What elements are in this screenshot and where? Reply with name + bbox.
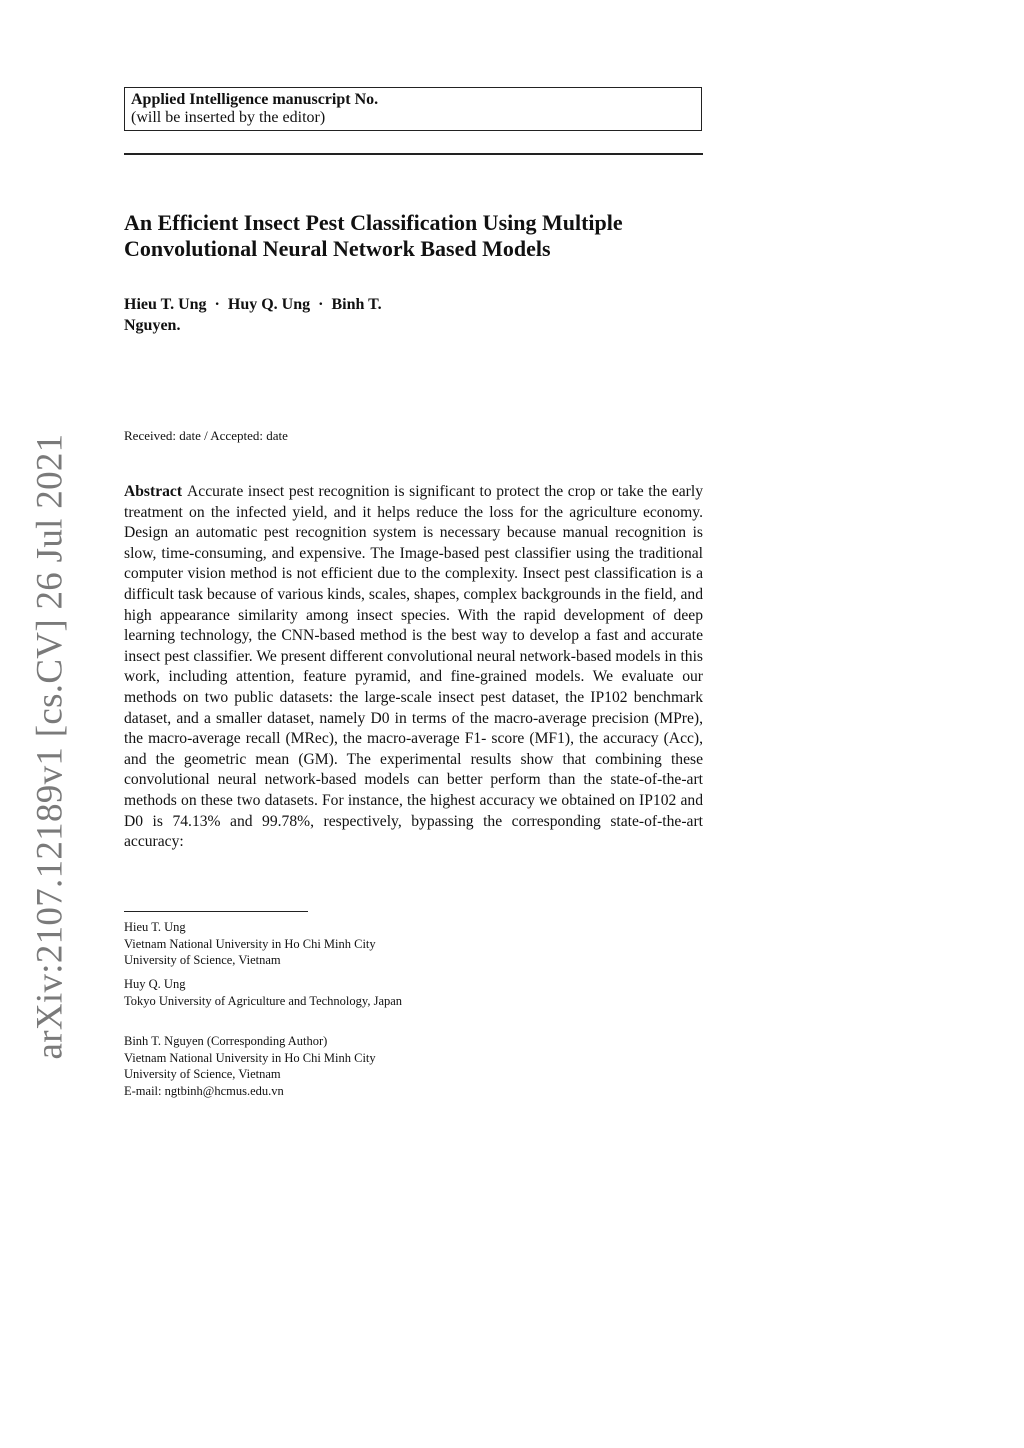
- arxiv-identifier-stamp: arXiv:2107.12189v1 [cs.CV] 26 Jul 2021: [29, 433, 71, 1060]
- affiliation-line: Vietnam National University in Ho Chi Minh City: [124, 1050, 376, 1065]
- corresponding-email: E-mail: ngtbinh@hcmus.edu.vn: [124, 1083, 284, 1098]
- abstract-label: Abstract: [124, 483, 183, 500]
- author-name: Huy Q. Ung: [227, 296, 311, 313]
- affiliation-block: [124, 976, 402, 1009]
- affiliation-author-name: Binh T. Nguyen (Corresponding Author): [124, 1034, 328, 1048]
- affiliation-line: University of Science, Vietnam: [124, 953, 281, 968]
- journal-manuscript-title: Applied Intelligence manuscript No.: [131, 91, 379, 108]
- paper-title-line-2: Convolutional Neural Network Based Models: [124, 236, 551, 261]
- author-name: Binh T.: [331, 296, 382, 313]
- header-rule: [124, 153, 703, 155]
- paper-title: [124, 210, 724, 262]
- author-separator: ·: [214, 296, 220, 313]
- affiliation-line: Vietnam National University in Ho Chi Minh City: [124, 936, 376, 951]
- paper-title-line-1: An Efficient Insect Pest Classification Using Multiple: [124, 210, 623, 235]
- abstract-text: Accurate insect pest recognition is significant to protect the crop or take the early treatment on the infected yield, and it helps reduce the loss for the agriculture economy. Design an automatic pest recognition system is necessary because manual recognition is slow, time-consuming, and expensive. The Image-based pest classifier using the traditional computer vision method is not efficient due to the complexity. Insect pest classification is a difficult task because of various kinds, scales, shapes, complex backgrounds in the field, and high appearance similarity among insect species. With the rapid development of deep learning technology, the CNN-based method is the best way to develop a fast and accurate insect pest classifier. We present different convolutional neural network-based models in this work, including attention, feature pyramid, and fine-grained models. We evaluate our methods on two public datasets: the large-scale insect pest dataset, the IP102 benchmark dataset, and a smaller dataset, namely D0 in terms of the macro-average precision (MPre), the macro-average recall (MRec), the macro-average F1- score (MF1), the accuracy (Acc), and the geometric mean (GM). The experimental results show that combining these convolutional neural network-based models can better perform than the state-of-the-art methods on these two datasets. For instance, the highest accuracy we obtained on IP102 and D0 is 74.13% and 99.78%, respectively, bypassing the corresponding state-of-the-art accuracy:: [124, 483, 703, 851]
- author-name-continued: Nguyen.: [124, 317, 181, 334]
- affiliation-block: [124, 919, 376, 969]
- received-accepted-dates: Received: date / Accepted: date: [124, 428, 288, 443]
- footnote-rule: [124, 911, 308, 912]
- author-separator: ·: [318, 296, 324, 313]
- affiliation-author-name: Hieu T. Ung: [124, 920, 186, 934]
- affiliation-author-name: Huy Q. Ung: [124, 977, 186, 991]
- journal-info-box: [124, 87, 702, 131]
- affiliation-line: Tokyo University of Agriculture and Technology, Japan: [124, 993, 403, 1008]
- journal-editor-note: (will be inserted by the editor): [131, 109, 326, 126]
- affiliation-block: [124, 1033, 376, 1099]
- author-name: Hieu T. Ung: [124, 296, 207, 313]
- author-list: [124, 294, 484, 336]
- affiliation-line: University of Science, Vietnam: [124, 1067, 281, 1082]
- abstract: [124, 482, 703, 853]
